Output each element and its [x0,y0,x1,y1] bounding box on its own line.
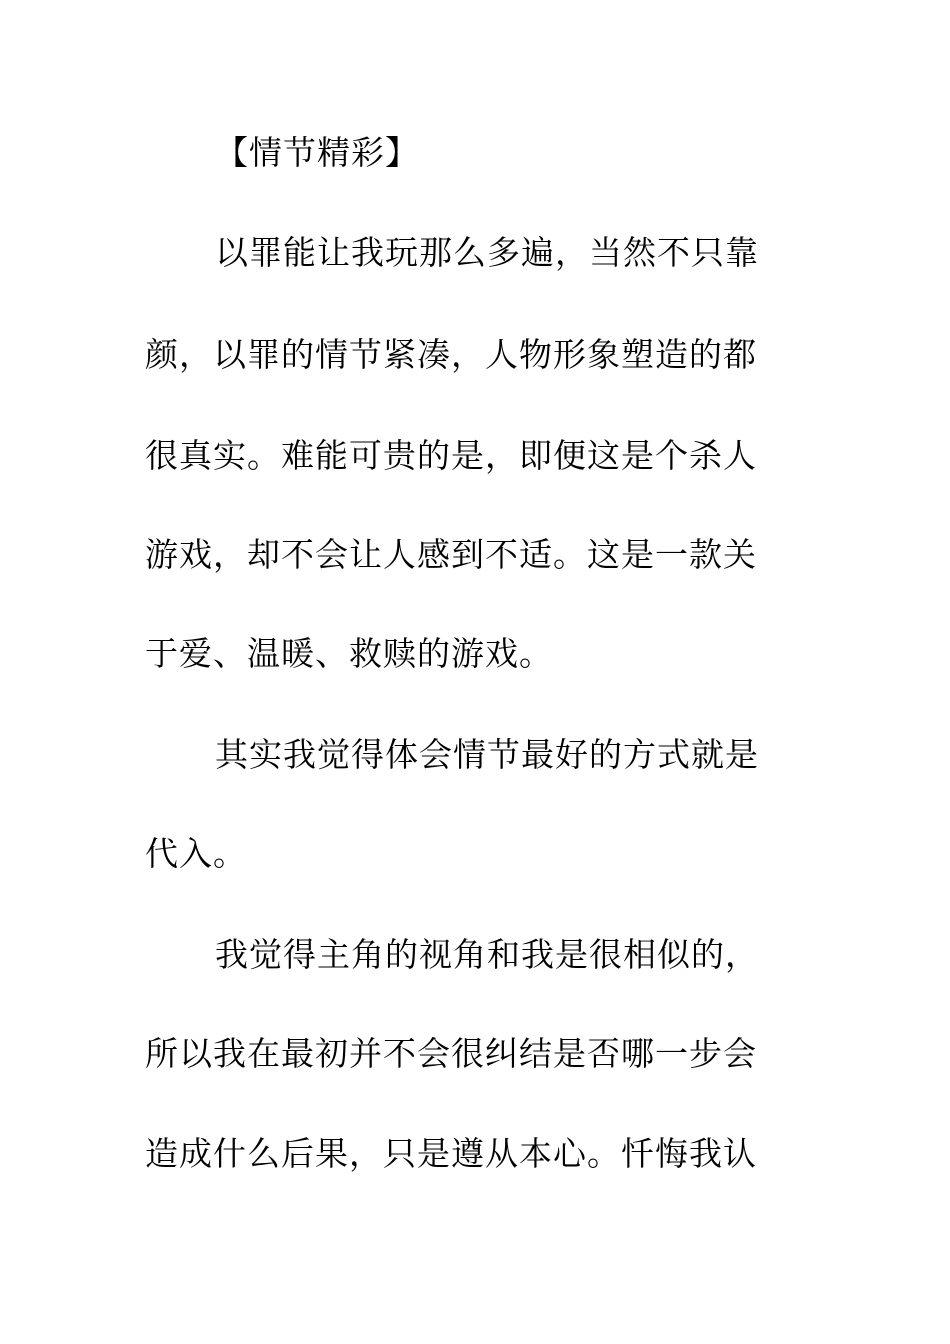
paragraph-line: 造成什么后果，只是遵从本心。忏悔我认 [145,1134,757,1173]
paragraph-line: 我觉得主角的视角和我是很相似的， [215,935,759,974]
section-heading: 【情节精彩】 [215,133,419,172]
paragraph-line: 其实我觉得体会情节最好的方式就是 [215,735,759,774]
paragraph-line: 以罪能让我玩那么多遍，当然不只靠 [215,233,759,272]
paragraph-line: 代入。 [145,834,247,873]
paragraph-line: 游戏，却不会让人感到不适。这是一款关 [145,535,757,574]
paragraph-line: 于爱、温暖、救赎的游戏。 [145,634,553,673]
paragraph-line: 颜，以罪的情节紧凑，人物形象塑造的都 [145,335,757,374]
paragraph-line: 所以我在最初并不会很纠结是否哪一步会 [145,1034,757,1073]
paragraph-line: 很真实。难能可贵的是，即便这是个杀人 [145,436,757,475]
